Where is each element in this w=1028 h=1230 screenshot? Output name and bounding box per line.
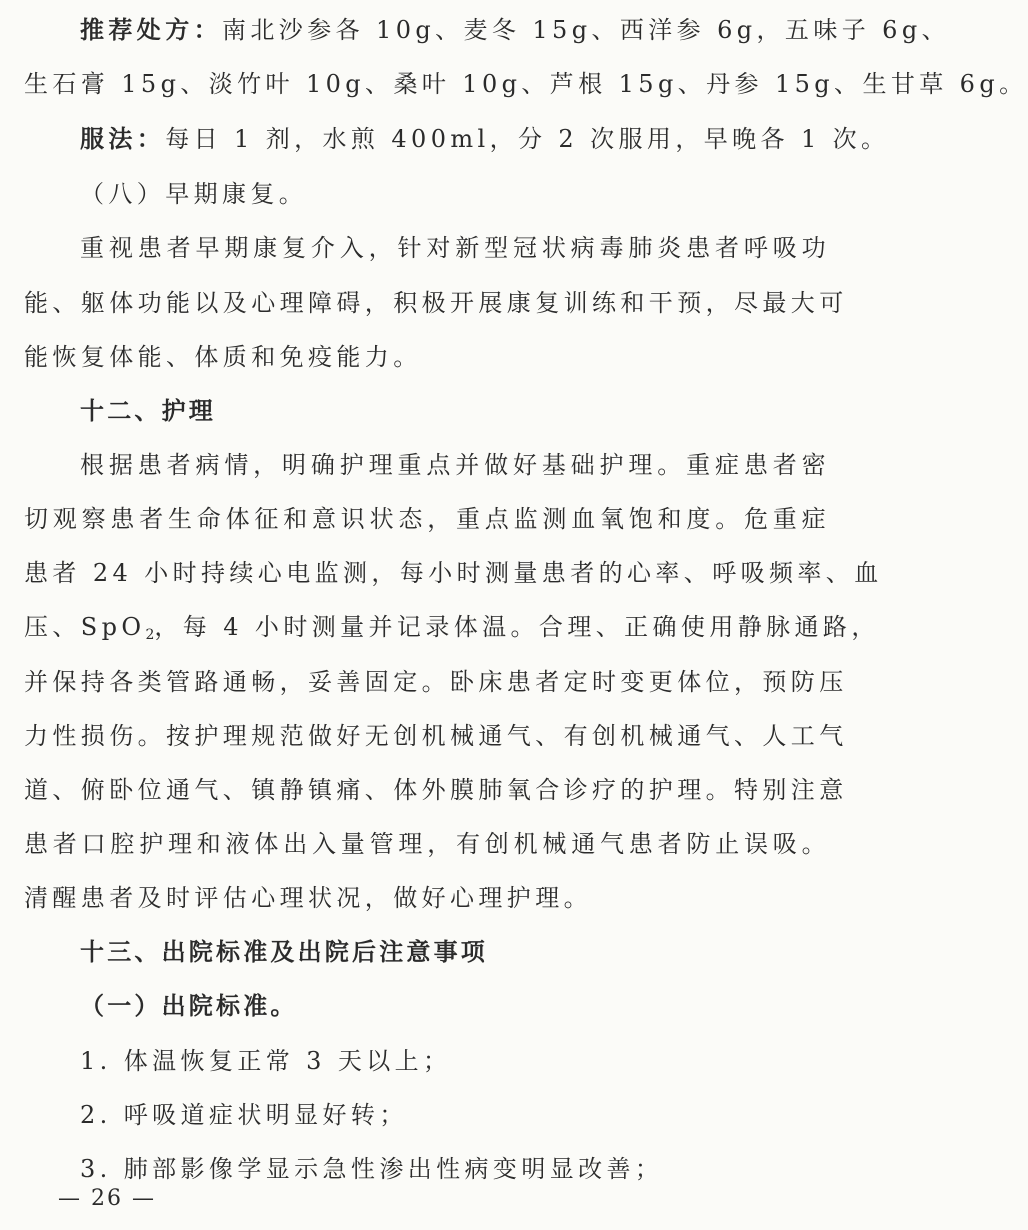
rehab-heading: （八）早期康复。 bbox=[80, 180, 308, 208]
nursing-line-1: 根据患者病情，明确护理重点并做好基础护理。重症患者密 bbox=[80, 451, 830, 479]
section-heading-discharge: 十三、出院标准及出院后注意事项 bbox=[80, 938, 488, 966]
nursing-line-3: 患者 24 小时持续心电监测，每小时测量患者的心率、呼吸频率、血 bbox=[24, 559, 883, 587]
usage-line bbox=[80, 123, 890, 155]
prescription-line-2: 生石膏 15g、淡竹叶 10g、桑叶 10g、芦根 15g、丹参 15g、生甘草 6g。 bbox=[24, 70, 1028, 98]
page-number: — 26 — bbox=[58, 1186, 156, 1211]
nursing-line-6: 力性损伤。按护理规范做好无创机械通气、有创机械通气、人工气 bbox=[24, 722, 848, 750]
nursing-line-4-pre: 压、SpO bbox=[24, 613, 146, 641]
section-heading-nursing: 十二、护理 bbox=[80, 397, 216, 425]
discharge-item-3: 3. 肺部影像学显示急性渗出性病变明显改善； bbox=[80, 1155, 664, 1183]
nursing-line-7: 道、俯卧位通气、镇静镇痛、体外膜肺氧合诊疗的护理。特别注意 bbox=[24, 776, 848, 804]
nursing-line-4-sub: 2 bbox=[145, 627, 155, 643]
prescription-label: 推荐处方： bbox=[80, 16, 222, 44]
discharge-item-1: 1. 体温恢复正常 3 天以上； bbox=[80, 1047, 452, 1075]
discharge-subheading: （一）出院标准。 bbox=[80, 992, 298, 1020]
usage-text: 每日 1 剂，水煎 400ml，分 2 次服用，早晚各 1 次。 bbox=[165, 125, 890, 153]
rehab-line-2: 能、躯体功能以及心理障碍，积极开展康复训练和干预，尽最大可 bbox=[24, 289, 848, 317]
prescription-text: 南北沙参各 10g、麦冬 15g、西洋参 6g，五味子 6g、 bbox=[222, 16, 950, 44]
rehab-line-3: 能恢复体能、体质和免疫能力。 bbox=[24, 343, 422, 371]
nursing-line-4-post: ，每 4 小时测量并记录体温。合理、正确使用静脉通路， bbox=[154, 613, 880, 641]
nursing-line-2: 切观察患者生命体征和意识状态，重点监测血氧饱和度。危重症 bbox=[24, 505, 830, 533]
nursing-line-5: 并保持各类管路通畅，妥善固定。卧床患者定时变更体位，预防压 bbox=[24, 668, 848, 696]
nursing-line-8: 患者口腔护理和液体出入量管理，有创机械通气患者防止误吸。 bbox=[24, 830, 830, 858]
discharge-item-2: 2. 呼吸道症状明显好转； bbox=[80, 1101, 408, 1129]
usage-label: 服法： bbox=[80, 125, 166, 153]
nursing-line-4 bbox=[24, 611, 880, 651]
rehab-line-1: 重视患者早期康复介入，针对新型冠状病毒肺炎患者呼吸功 bbox=[80, 234, 830, 262]
prescription-line-1 bbox=[80, 14, 950, 46]
nursing-line-9: 清醒患者及时评估心理状况，做好心理护理。 bbox=[24, 884, 592, 912]
